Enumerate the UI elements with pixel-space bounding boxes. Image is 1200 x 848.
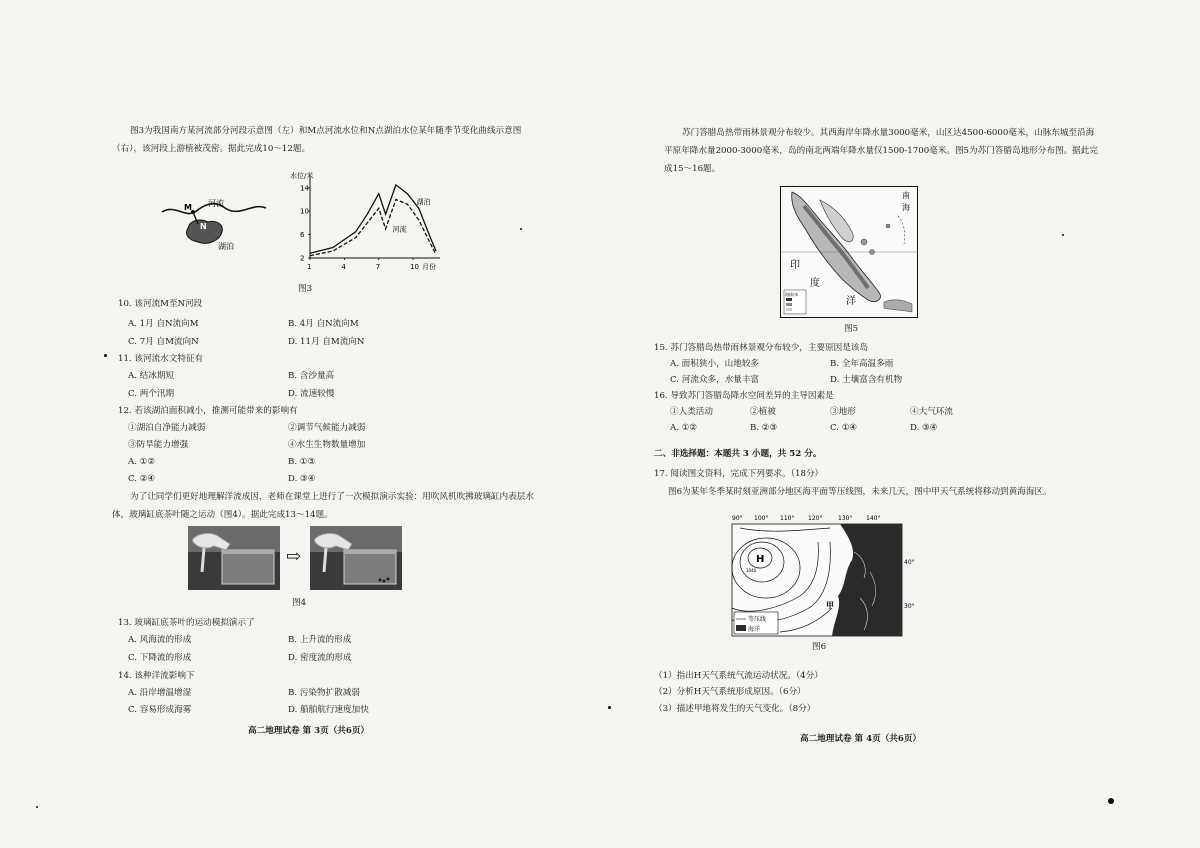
legend-ocean: 海洋	[748, 626, 761, 633]
fig3-map	[160, 190, 270, 260]
q16-option-d[interactable]: D. ③④	[910, 423, 938, 433]
fig4-caption: 图4	[291, 598, 307, 608]
q16-item-3: ③地形	[830, 407, 856, 417]
q16-option-a[interactable]: A. ①②	[670, 423, 698, 433]
label-lake: 湖泊	[218, 242, 234, 251]
label-h: H	[756, 554, 765, 565]
q14-option-a[interactable]: A. 沿岸增温增湿	[128, 688, 192, 698]
section-2-heading: 二、非选择题：本题共 3 小题，共 52 分。	[654, 449, 822, 459]
series-label-lake: 湖泊	[416, 198, 431, 207]
q10-option-c[interactable]: C. 7月 自M流向N	[128, 337, 199, 347]
scan-speck	[36, 806, 38, 808]
lon-140: 140°	[866, 515, 881, 522]
q16-stem: 16. 导致苏门答腊岛降水空间差异的主导因素是	[654, 391, 834, 401]
lon-100: 100°	[754, 515, 769, 522]
lon-110: 110°	[780, 515, 795, 522]
lon-90: 90°	[732, 515, 743, 522]
fig4-photo-after	[310, 526, 402, 590]
q13-option-b[interactable]: B. 上升流的形成	[288, 635, 352, 645]
q12-option-c[interactable]: C. ②④	[128, 474, 156, 484]
x-tick-label: 1	[307, 263, 312, 271]
q17-intro: 图6为某年冬季某时刻亚洲部分地区海平面等压线图，未来几天，图中甲天气系统将移动到黄海海区。	[668, 487, 1052, 497]
q12-option-d[interactable]: D. ③④	[288, 474, 316, 484]
q12-item-3: ③防旱能力增强	[128, 440, 189, 450]
fig6-caption: 图6	[811, 642, 827, 652]
series-line-lake	[310, 185, 436, 253]
fig5-caption: 图5	[843, 324, 859, 334]
right-page	[600, 0, 1200, 848]
lon-120: 120°	[808, 515, 823, 522]
left-page-footer: 高二地理试卷 第 3页（共6页）	[248, 726, 370, 736]
y-axis-label: 水位/米	[290, 172, 314, 180]
scan-speck	[104, 354, 107, 357]
q15-option-c[interactable]: C. 河流众多，水量丰富	[670, 375, 760, 385]
fig3-caption: 图3	[297, 284, 313, 294]
y-tick-label: 6	[300, 231, 305, 240]
label-jia: 甲	[826, 601, 834, 610]
q12-option-b[interactable]: B. ①③	[288, 457, 316, 467]
series-label-river: 河流	[392, 225, 407, 234]
q17-part-3: （3）描述甲地将发生的天气变化。（8分）	[654, 704, 816, 714]
label-du: 度	[810, 278, 820, 289]
q13-stem: 13. 玻璃缸底茶叶的运动模拟演示了	[118, 618, 255, 628]
x-tick-label: 10	[410, 263, 420, 271]
q15-option-a[interactable]: A. 面积狭小，山地较多	[670, 359, 760, 369]
fig3-chart	[288, 170, 448, 280]
scan-speck	[520, 228, 522, 230]
fig6-map	[720, 512, 930, 640]
label-nan: 南	[902, 191, 910, 200]
q10-option-a[interactable]: A. 1月 自N流向M	[128, 319, 199, 329]
fig4-photo-before	[188, 526, 280, 590]
label-yin: 印	[790, 260, 800, 271]
q12-item-2: ②调节气候能力减弱	[288, 423, 366, 433]
x-tick-label: 7	[375, 263, 381, 271]
q12-stem: 12. 若该湖泊面积减小，推测可能带来的影响有	[118, 406, 298, 416]
q10-option-d[interactable]: D. 11月 自M流向N	[288, 337, 365, 347]
q14-option-d[interactable]: D. 船舶航行速度加快	[288, 705, 369, 715]
q13-option-d[interactable]: D. 密度流的形成	[288, 653, 352, 663]
y-tick-label: 2	[300, 254, 305, 263]
q10-option-b[interactable]: B. 4月 自N流向M	[288, 319, 359, 329]
q16-item-2: ②植被	[750, 407, 776, 417]
q11-stem: 11. 该河流水文特征有	[118, 354, 204, 364]
q16-item-1: ①人类活动	[670, 407, 713, 417]
label-yang: 洋	[846, 296, 856, 307]
q16-option-c[interactable]: C. ①④	[830, 423, 858, 433]
q11-option-b[interactable]: B. 含沙量高	[288, 371, 335, 381]
q14-option-c[interactable]: C. 容易形成海雾	[128, 705, 192, 715]
scan-speck	[1062, 234, 1064, 236]
lat-40: 40°	[904, 559, 915, 566]
right-page-footer: 高二地理试卷 第 4页（共6页）	[800, 734, 922, 744]
label-river: 河流	[208, 199, 224, 208]
q13-option-c[interactable]: C. 下降流的形成	[128, 653, 192, 663]
legend-isobar: 等压线	[748, 616, 767, 623]
series-line-river	[310, 200, 436, 256]
x-tick-label: 4	[341, 263, 346, 271]
q16-item-4: ④大气环流	[910, 407, 953, 417]
intro-q10-12: 图3为我国南方某河流部分河段示意图（左）和M点河流水位和N点湖泊水位某年随季节变化曲线示意图（右），该河段上游植被茂密。据此完成10～12题。	[112, 126, 522, 154]
x-axis-unit: 月份	[422, 263, 436, 271]
isobar-1040: 1040	[746, 568, 757, 573]
scan-speck	[608, 706, 611, 709]
q14-stem: 14. 该种洋流影响下	[118, 671, 195, 681]
intro-q15-16: 苏门答腊岛热带雨林景观分布较少。其西海岸年降水量3000毫米，山区达4500-6000毫米，山脉东城至沿海平原年降水量2000-3000毫米，岛的南北两端年降水量仅1500-1700毫米。图5为苏门答腊岛地形分布图。据此完成15～16题。	[664, 128, 1098, 174]
arrow-icon: ⇨	[286, 546, 302, 567]
q15-option-b[interactable]: B. 全年高温多雨	[830, 359, 894, 369]
q17-part-1: （1）指出H天气系统气流运动状况。（4分）	[654, 671, 823, 681]
lat-30: 30°	[904, 603, 915, 610]
label-hai: 海	[902, 203, 910, 212]
q16-option-b[interactable]: B. ②③	[750, 423, 778, 433]
q14-option-b[interactable]: B. 污染物扩散减弱	[288, 688, 360, 698]
q10-stem: 10. 该河流M至N河段	[118, 299, 203, 309]
q11-option-c[interactable]: C. 两个汛期	[128, 389, 175, 399]
intro-q13-14: 为了让同学们更好地理解洋流成因，老师在课堂上进行了一次模拟演示实验：用吹风机吹拂玻璃缸内表层水体，玻璃缸底茶叶随之运动（图4）。据此完成13～14题。	[112, 492, 534, 520]
q11-option-a[interactable]: A. 结冰期短	[128, 371, 175, 381]
q11-option-d[interactable]: D. 流速较慢	[288, 389, 335, 399]
q12-item-1: ①湖泊自净能力减弱	[128, 423, 206, 433]
q12-item-4: ④水生生物数量增加	[288, 440, 366, 450]
q17-stem: 17. 阅读图文资料，完成下列要求。（18分）	[654, 469, 824, 479]
y-tick-label: 14	[300, 184, 309, 193]
scan-speck	[1108, 798, 1114, 804]
y-tick-label: 10	[300, 207, 309, 216]
lon-130: 130°	[838, 515, 853, 522]
q12-option-a[interactable]: A. ①②	[128, 457, 156, 467]
q15-stem: 15. 苏门答腊岛热带雨林景观分布较少，主要原因是该岛	[654, 343, 869, 353]
q17-part-2: （2）分析H天气系统形成原因。（6分）	[654, 687, 806, 697]
q13-option-a[interactable]: A. 风海流的形成	[128, 635, 192, 645]
fig5-map	[780, 186, 918, 318]
fig5-legend-title: 海拔/米	[785, 292, 799, 297]
q15-option-d[interactable]: D. 土壤富含有机物	[830, 375, 903, 385]
label-m: M	[184, 203, 192, 212]
label-n: N	[200, 222, 207, 231]
